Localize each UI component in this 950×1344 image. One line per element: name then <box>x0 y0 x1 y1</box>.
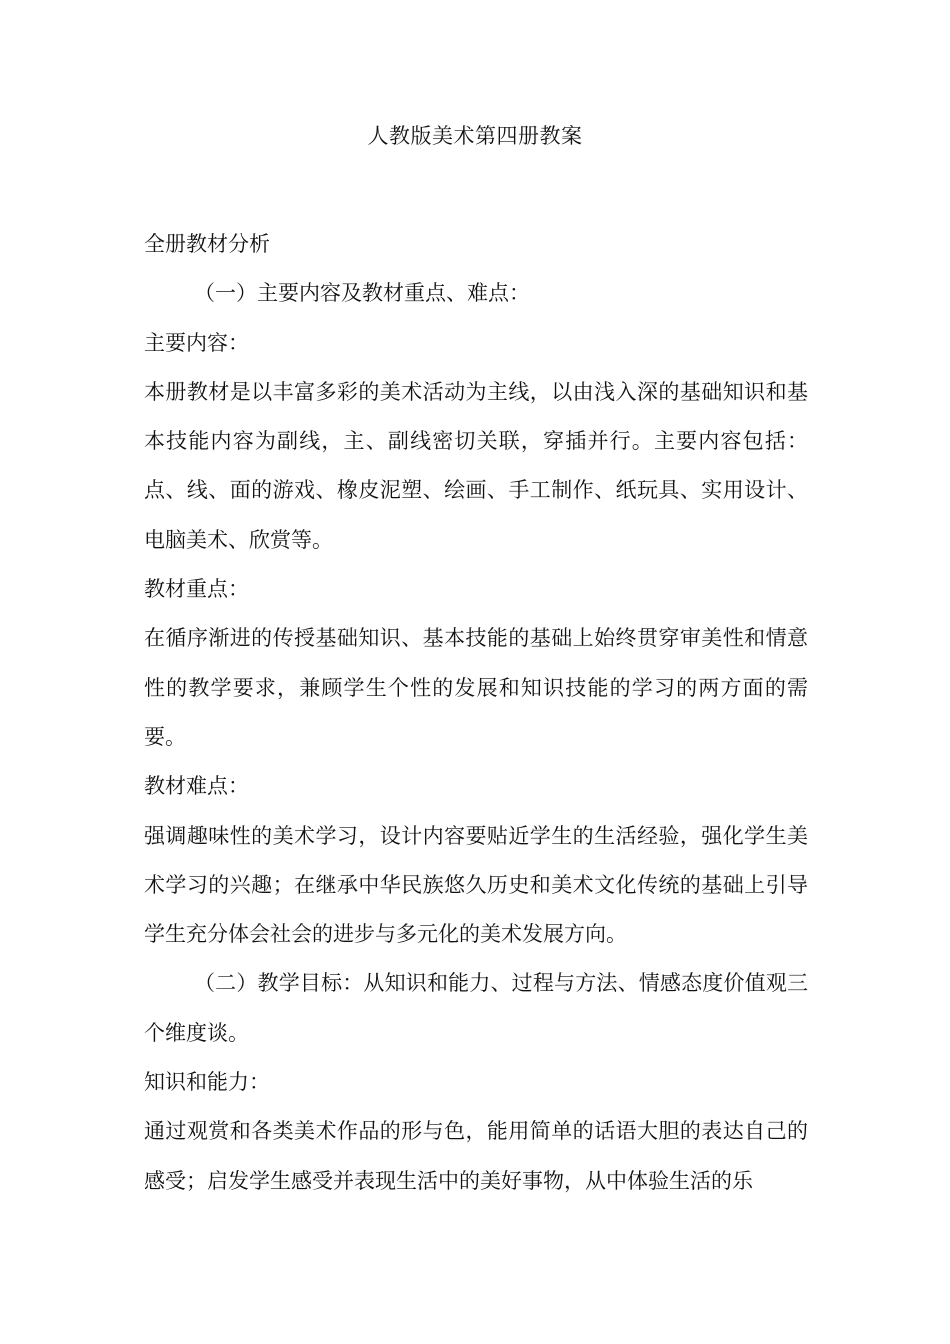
section-heading: 全册教材分析 <box>144 232 270 256</box>
paragraph: 强调趣味性的美术学习，设计内容要贴近学生的生活经验，强化学生美术学习的兴趣；在继承中华民族悠久历史和美术文化传统的基础上引导学生充分体会社会的进步与多元化的美术发展方向。 <box>144 823 808 947</box>
subsection-heading: （二）教学目标：从知识和能力、过程与方法、情感态度价值观三个维度谈。 <box>144 971 808 1045</box>
paragraph-label: 知识和能力： <box>144 1070 270 1095</box>
subsection-heading: （一）主要内容及教材重点、难点： <box>194 281 530 306</box>
paragraph: 在循序渐进的传授基础知识、基本技能的基础上始终贯穿审美性和情意性的教学要求，兼顾学生个性的发展和知识技能的学习的两方面的需要。 <box>144 626 808 749</box>
paragraph-label: 教材重点： <box>144 577 249 602</box>
paragraph: 通过观赏和各类美术作品的形与色，能用简单的话语大胆的表达自己的感受；启发学生感受并表现生活中的美好事物，从中体验生活的乐 <box>144 1119 808 1193</box>
paragraph: 本册教材是以丰富多彩的美术活动为主线，以由浅入深的基础知识和基本技能内容为副线，主、副线密切关联，穿插并行。主要内容包括：点、线、面的游戏、橡皮泥塑、绘画、手工制作、纸玩具、实用设计、电脑美术、欣赏等。 <box>144 379 808 552</box>
document-body <box>144 220 808 1206</box>
paragraph-label: 主要内容： <box>144 330 249 355</box>
paragraph-label: 教材难点： <box>144 774 249 799</box>
document-title: 人教版美术第四册教案 <box>367 124 583 148</box>
